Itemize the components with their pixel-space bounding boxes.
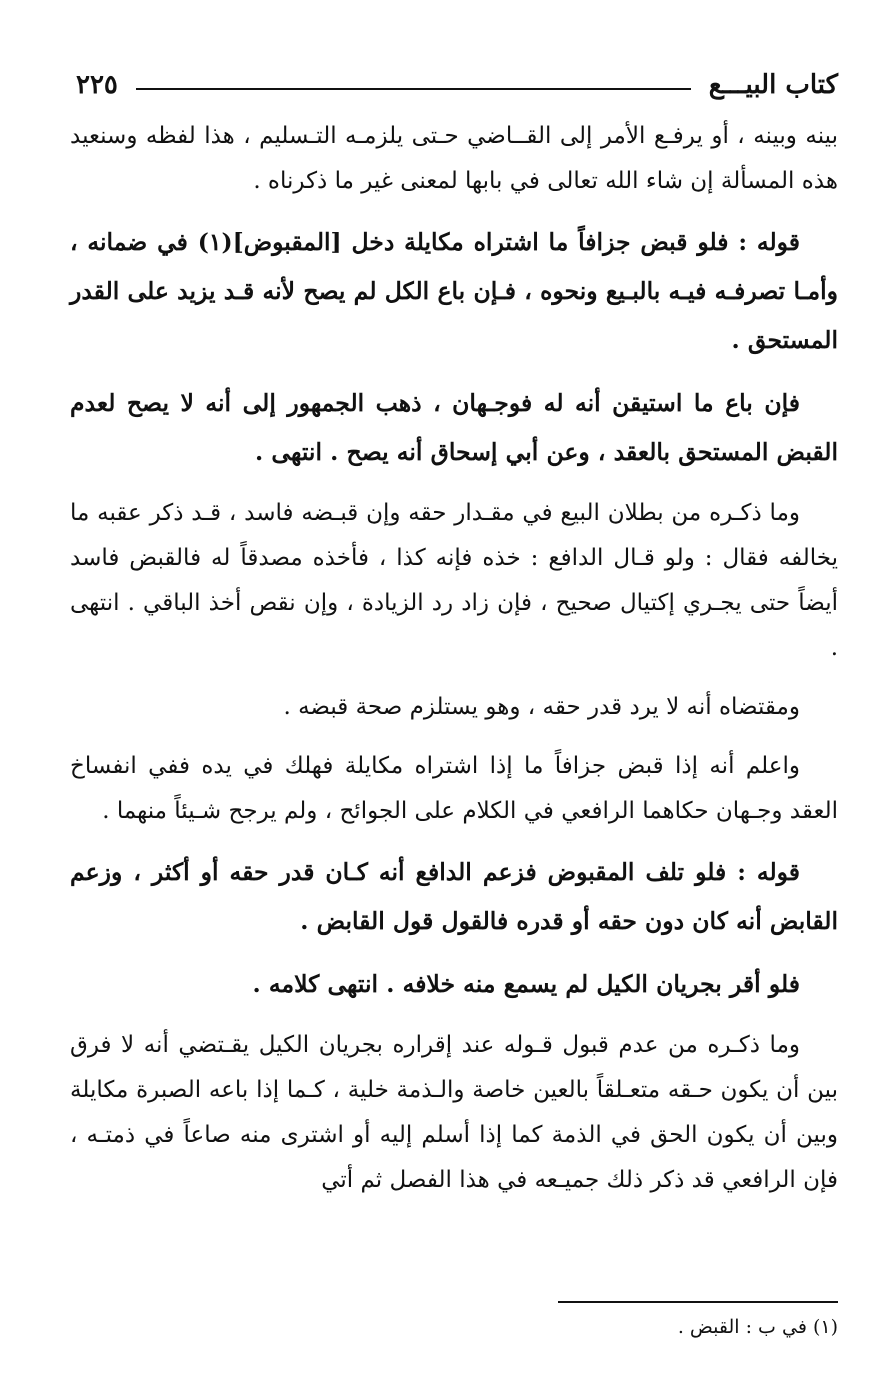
- footnote-rule: [558, 1301, 838, 1303]
- running-header: [70, 60, 838, 110]
- quoted-paragraph: فلو أقر بجريان الكيل لم يسمع منه خلافه . انتهى كلامه .: [252, 970, 800, 998]
- paragraph: بينه وبينه ، أو يرفـع الأمر إلى القــاضي حـتى يلزمـه التـسليم ، هذا لفظه وسنعيد هذه المسألة إن شاء الله تعالى في بابها لمعنى غير ما ذكرناه .: [70, 123, 838, 194]
- header-rule: [136, 88, 691, 90]
- footnote: (١) في ب : القبض .: [677, 1316, 838, 1338]
- quoted-paragraph: فإن باع ما استيقن أنه له فوجـهان ، ذهب الجمهور إلى أنه لا يصح لعدم القبض المستحق بالعقد ، وعن أبي إسحاق أنه يصح . انتهى .: [70, 389, 838, 466]
- page-number: ٢٢٥: [76, 70, 118, 100]
- chapter-title: كتاب البيـــع: [708, 70, 838, 100]
- page-body: [70, 60, 838, 1217]
- quoted-paragraph: قوله : فلو تلف المقبوض فزعم الدافع أنه كـان قدر حقه أو أكثر ، وزعم القابض أنه كان دون حقه أو قدره فالقول قول القابض .: [70, 858, 838, 935]
- paragraph: واعلم أنه إذا قبض جزافاً ما إذا اشتراه مكايلة فهلك في يده ففي انفساخ العقد وجـهان حكاهما الرافعي في الكلام على الجوائح ، ولم يرجح شـيئاً منهما .: [70, 753, 838, 824]
- quoted-paragraph: قوله : فلو قبض جزافاً ما اشتراه مكايلة دخل [المقبوض](١) في ضمانه ، وأمـا تصرفـه فيـه بالبـيع ونحوه ، فـإن باع الكل لم يصح لأنه قـد يزيد على القدر المستحق .: [70, 228, 838, 354]
- paragraph: وما ذكـره من بطلان البيع في مقـدار حقه وإن قبـضه فاسد ، قـد ذكر عقبه ما يخالفه فقال : ولو قـال الدافع : خذه فإنه كذا ، فأخذه مصدقاً له فالقبض فاسد أيضاً حتى يجـري إكتيال صحيح ، فإن زاد رد الزيادة ، وإن نقص أخذ الباقي . انتهى .: [70, 500, 838, 661]
- paragraph: وما ذكـره من عدم قبول قـوله عند إقراره بجريان الكيل يقـتضي أنه لا فرق بين أن يكون حـقه متعـلقاً بالعين خاصة والـذمة خلية ، كـما إذا باعه الصبرة مكايلة وبين أن يكون الحق في الذمة كما إذا أسلم إليه أو اشترى منه صاعاً في ذمتـه ، فإن الرافعي قد ذكر ذلك جميـعه في هذا الفصل ثم أتي: [70, 1032, 838, 1193]
- paragraph: ومقتضاه أنه لا يرد قدر حقه ، وهو يستلزم صحة قبضه .: [283, 694, 800, 720]
